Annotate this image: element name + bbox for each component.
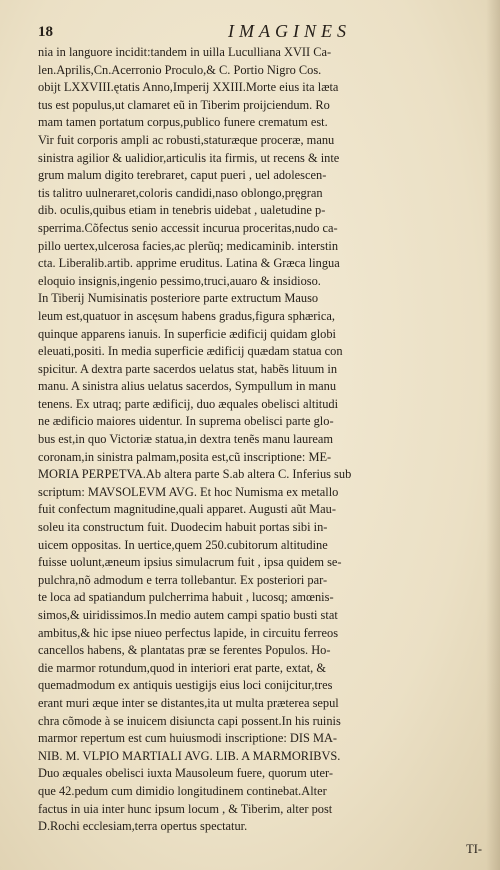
text-line: manu. A sinistra alius uelatus sacerdos, Sympullum in manu <box>38 379 337 394</box>
text-line: pulchra,nõ admodum e terra tollebantur. Ex posteriori par- <box>38 572 328 587</box>
page-number: 18 <box>38 24 53 40</box>
text-line: NIB. M. VLPIO MARTIALI AVG. LIB. A MARMORIBVS. <box>38 748 341 763</box>
text-line: marmor repertum est cum huiusmodi inscriptione: DIS MA- <box>38 731 338 746</box>
running-head: IMAGINES <box>228 21 351 41</box>
text-line: soleu ita constructum fuit. Duodecim habuit portas sibi in- <box>38 520 328 535</box>
text-line: D.Rochi ecclesiam,terra opertus spectatur. <box>38 819 248 834</box>
text-line: chra cõmode à se inuicem disiuncta capi possent.In his ruinis <box>38 713 341 728</box>
text-line: quemadmodum ex antiquis uestigijs eius loci conijcitur,tres <box>38 678 333 693</box>
text-line: fuisse uolunt,æneum ipsius simulacrum fuit , ipsa quidem se- <box>38 555 342 570</box>
text-line: sperrima.Cõfectus senio accessit incurua proceritas,nudo ca- <box>38 220 338 235</box>
text-line: coronam,in sinistra palmam,posita est,cũ inscriptione: ME- <box>38 449 332 464</box>
catchword: TI- <box>466 842 482 856</box>
text-line: spicitur. A dextra parte sacerdos uelatus stat, habẽs lituum in <box>38 361 338 376</box>
text-line: cancellos habens, & plantatas præ se ferentes Populos. Ho- <box>38 643 331 658</box>
text-line: die marmor rotundum,quod in interiori erat parte, extat, & <box>38 660 326 675</box>
page-header <box>38 20 478 44</box>
text-line: quinque apparens ianuis. In superficie ædificij quidam globi <box>38 326 336 341</box>
text-line: leum est,quatuor in ascęsum habens gradus,figura sphærica, <box>38 308 335 323</box>
text-line: ambitus,& hic ipse niueo perfectus lapide, in circuitu ferreos <box>38 625 339 640</box>
text-line: MORIA PERPETVA.Ab altera parte S.ab altera C. Inferius sub <box>38 467 352 482</box>
text-line: fuit confectum magnitudine,quali apparet. Augusti aũt Mau- <box>38 502 336 517</box>
text-line: eleuati,positi. In media superficie ædificij quædam statua con <box>38 344 343 359</box>
text-line: len.Aprilis,Cn.Acerronio Proculo,& C. Portio Nigro Cos. <box>38 62 322 77</box>
text-line: grum malum digito terebraret, caput pueri , uel adolescen- <box>38 168 327 183</box>
text-line: mam tamen portatum corpus,publico funere crematum est. <box>38 115 328 130</box>
page-fold-shadow <box>486 0 500 870</box>
text-line: tis talitro uulneraret,coloris candidi,naso oblongo,pręgran <box>38 185 323 200</box>
text-line: obijt LXXVIII.ętatis Anno,Imperij XXIII.Morte eius ita læta <box>38 80 339 95</box>
text-line: uicem oppositas. In uertice,quem 250.cubitorum altitudine <box>38 537 328 552</box>
text-line: cta. Liberalib.artib. apprime eruditus. Latina & Græca lingua <box>38 256 340 271</box>
text-line: ne ædificio maiores uidentur. In suprema obelisci parte glo- <box>38 414 334 429</box>
text-line: sinistra agilior & ualidior,articulis ita firmis, ut recens & inte <box>38 150 340 165</box>
text-line: In Tiberij Numisinatis posteriore parte extructum Mauso <box>38 291 319 306</box>
text-line: nia in languore incidit:tandem in uilla Luculliana XVII Ca- <box>38 45 332 59</box>
text-line: erant muri æque inter se distantes,ita ut multa præterea sepul <box>38 695 339 710</box>
text-line: tenens. Ex utraq; parte ædificij, duo æquales obelisci altitudi <box>38 396 339 411</box>
text-line: bus est,in quo Victoriæ statua,in dextra tenẽs manu lauream <box>38 432 333 447</box>
text-line: tus est populus,ut clamaret eũ in Tiberim proijciendum. Ro <box>38 97 330 112</box>
text-line: factus in uia inter hunc ipsum locum , & Tiberim, alter post <box>38 801 333 816</box>
body-text <box>38 44 478 836</box>
text-line: dib. oculis,quibus etiam in tenebris uidebat , ualetudine p- <box>38 203 326 218</box>
text-line: que 42.pedum cum dimidio longitudinem continebat.Alter <box>38 783 327 798</box>
text-line: pillo uertex,ulcerosa facies,ac plerũq; medicaminib. interstin <box>38 238 339 253</box>
text-line: scriptum: MAVSOLEVM AVG. Et hoc Numisma ex metallo <box>38 484 339 499</box>
text-line: Vir fuit corporis ampli ac robusti,staturæque proceræ, manu <box>38 132 335 147</box>
text-line: te loca ad spatiandum pulcherrima habuit , lucosq; amœnis- <box>38 590 334 605</box>
text-line: eloquio insignis,ingenio pessimo,truci,auaro & insidioso. <box>38 273 321 288</box>
text-line: Duo æquales obelisci iuxta Mausoleum fuere, quorum uter- <box>38 766 333 781</box>
text-line: simos,& uiridissimos.In medio autem campi spatio busti stat <box>38 608 338 622</box>
